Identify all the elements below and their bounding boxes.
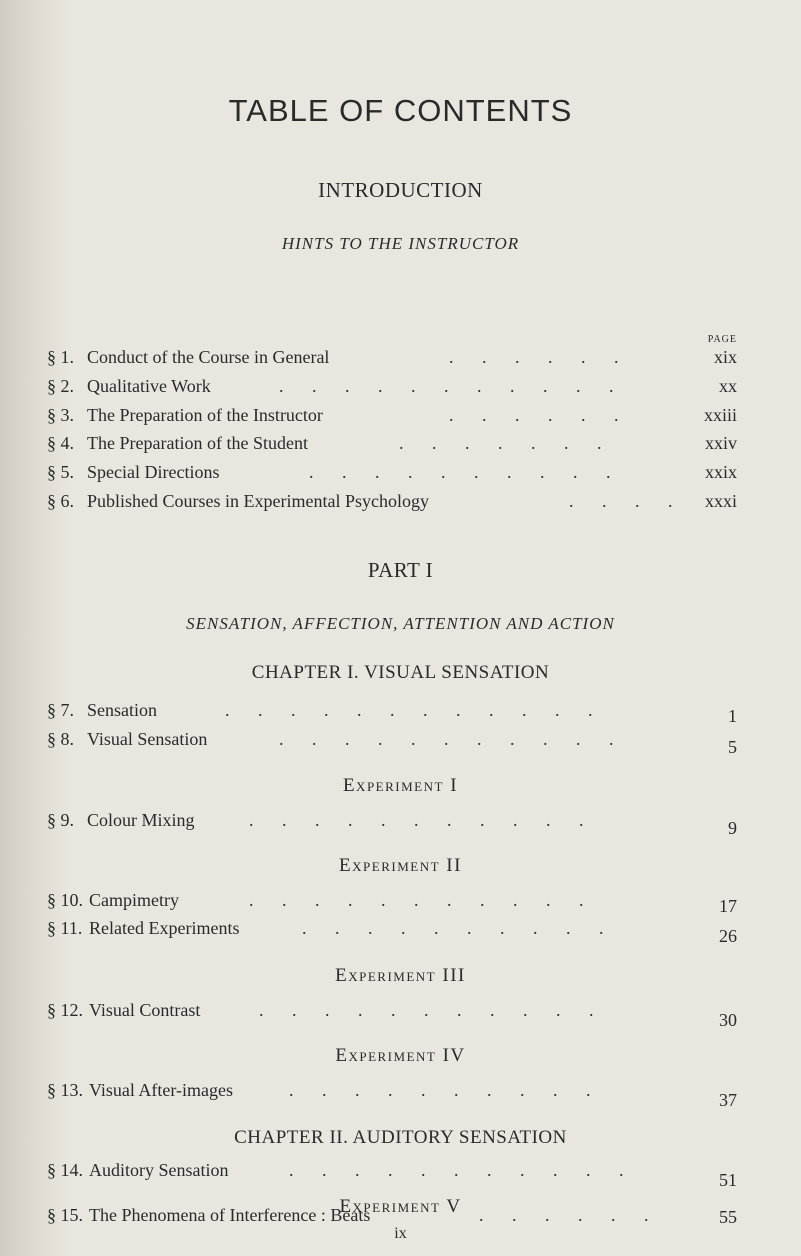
entry-title: Qualitative Work xyxy=(87,376,211,396)
page-number: 9 xyxy=(728,818,737,838)
toc-entry xyxy=(47,1160,737,1188)
section-number: § 5. xyxy=(47,462,74,482)
section-number: § 15. xyxy=(47,1205,83,1225)
dot-leader: . . . . . . . . . . . . xyxy=(225,700,605,720)
toc-entry xyxy=(47,918,737,946)
section-number: § 2. xyxy=(47,376,74,396)
experiment-label: Experiment II xyxy=(339,855,462,876)
page-number: xx xyxy=(719,376,737,396)
experiment-label: Experiment III xyxy=(335,965,466,986)
toc-entry xyxy=(47,729,737,757)
dot-leader: . . . . xyxy=(569,491,685,511)
toc-entry xyxy=(47,1080,737,1108)
page-title: TABLE OF CONTENTS xyxy=(228,93,573,128)
toc-entry xyxy=(47,376,737,404)
dot-leader: . . . . . . . . . . xyxy=(302,918,616,938)
toc-entry xyxy=(47,347,737,375)
dot-leader: . . . . . . . . . . . xyxy=(249,890,596,910)
section-number: § 3. xyxy=(47,405,74,425)
section-number: § 13. xyxy=(47,1080,83,1100)
entry-title: Sensation xyxy=(87,700,157,720)
dot-leader: . . . . . . xyxy=(479,1205,661,1225)
page-number: xxxi xyxy=(704,491,737,511)
entry-title: Auditory Sensation xyxy=(89,1160,229,1180)
entry-title: Visual After-images xyxy=(89,1080,234,1100)
dot-leader: . . . . . . . . . . xyxy=(309,462,623,482)
dot-leader: . . . . . . . . . . xyxy=(289,1080,603,1100)
entry-title: The Phenomena of Interference : Beats xyxy=(89,1205,371,1225)
dot-leader: . . . . . . xyxy=(449,347,631,367)
entry-title: The Preparation of the Student xyxy=(87,433,308,453)
page-number: 37 xyxy=(719,1090,737,1110)
entry-title: Visual Contrast xyxy=(89,1000,201,1020)
page-number: 26 xyxy=(719,926,737,946)
page-number: xxiv xyxy=(704,433,737,453)
page-number: xxiii xyxy=(703,405,737,425)
toc-entry xyxy=(47,810,737,838)
toc-entry xyxy=(47,405,737,433)
part-heading: PART I xyxy=(367,558,434,582)
section-number: § 4. xyxy=(47,433,74,453)
page-folio: ix xyxy=(394,1225,407,1242)
dot-leader: . . . . . . . . . . . xyxy=(249,810,596,830)
section-number: § 10. xyxy=(47,890,83,910)
page-number: 55 xyxy=(719,1207,737,1227)
dot-leader: . . . . . . . . . . . xyxy=(279,729,626,749)
introduction-subheading: HINTS TO THE INSTRUCTOR xyxy=(281,234,520,253)
dot-leader: . . . . . . . . . . . xyxy=(279,376,626,396)
section-number: § 9. xyxy=(47,810,74,830)
entry-title: Campimetry xyxy=(89,890,179,910)
chapter-heading: CHAPTER II. AUDITORY SENSATION xyxy=(234,1127,567,1148)
dot-leader: . . . . . . xyxy=(449,405,631,425)
chapter-heading: CHAPTER I. VISUAL SENSATION xyxy=(251,662,550,683)
page-number: xxix xyxy=(704,462,737,482)
entry-title: Visual Sensation xyxy=(87,729,208,749)
section-number: § 7. xyxy=(47,700,74,720)
page-number: 5 xyxy=(728,737,737,757)
toc-entry xyxy=(47,890,737,918)
toc-entry xyxy=(47,1000,737,1028)
section-number: § 6. xyxy=(47,491,74,511)
section-number: § 14. xyxy=(47,1160,83,1180)
entry-title: Published Courses in Experimental Psychology xyxy=(87,491,429,511)
entry-title: Special Directions xyxy=(87,462,220,482)
dot-leader: . . . . . . . . . . . xyxy=(289,1160,636,1180)
toc-entry xyxy=(47,491,737,519)
dot-leader: . . . . . . . xyxy=(399,433,614,453)
section-number: § 1. xyxy=(47,347,74,367)
page-number: 51 xyxy=(719,1170,737,1190)
entry-title: Colour Mixing xyxy=(87,810,195,830)
section-number: § 12. xyxy=(47,1000,83,1020)
entry-title: Conduct of the Course in General xyxy=(87,347,330,367)
page-number: 30 xyxy=(719,1010,737,1030)
part-subheading: SENSATION, AFFECTION, ATTENTION AND ACTION xyxy=(186,614,615,633)
page-column-label: PAGE xyxy=(707,334,737,345)
experiment-label: Experiment IV xyxy=(335,1045,466,1066)
dot-leader: . . . . . . . . . . . xyxy=(259,1000,606,1020)
entry-title: Related Experiments xyxy=(89,918,240,938)
introduction-heading: INTRODUCTION xyxy=(318,178,483,202)
experiment-label: Experiment V xyxy=(339,1196,462,1217)
page-number: 17 xyxy=(719,896,737,916)
toc-entry xyxy=(47,433,737,461)
page-number: 1 xyxy=(728,706,737,726)
experiment-label: Experiment I xyxy=(342,775,459,796)
section-number: § 8. xyxy=(47,729,74,749)
toc-entry xyxy=(47,700,737,728)
section-number: § 11. xyxy=(47,918,83,938)
toc-entry xyxy=(47,462,737,490)
page-number: xix xyxy=(713,347,737,367)
entry-title: The Preparation of the Instructor xyxy=(87,405,323,425)
